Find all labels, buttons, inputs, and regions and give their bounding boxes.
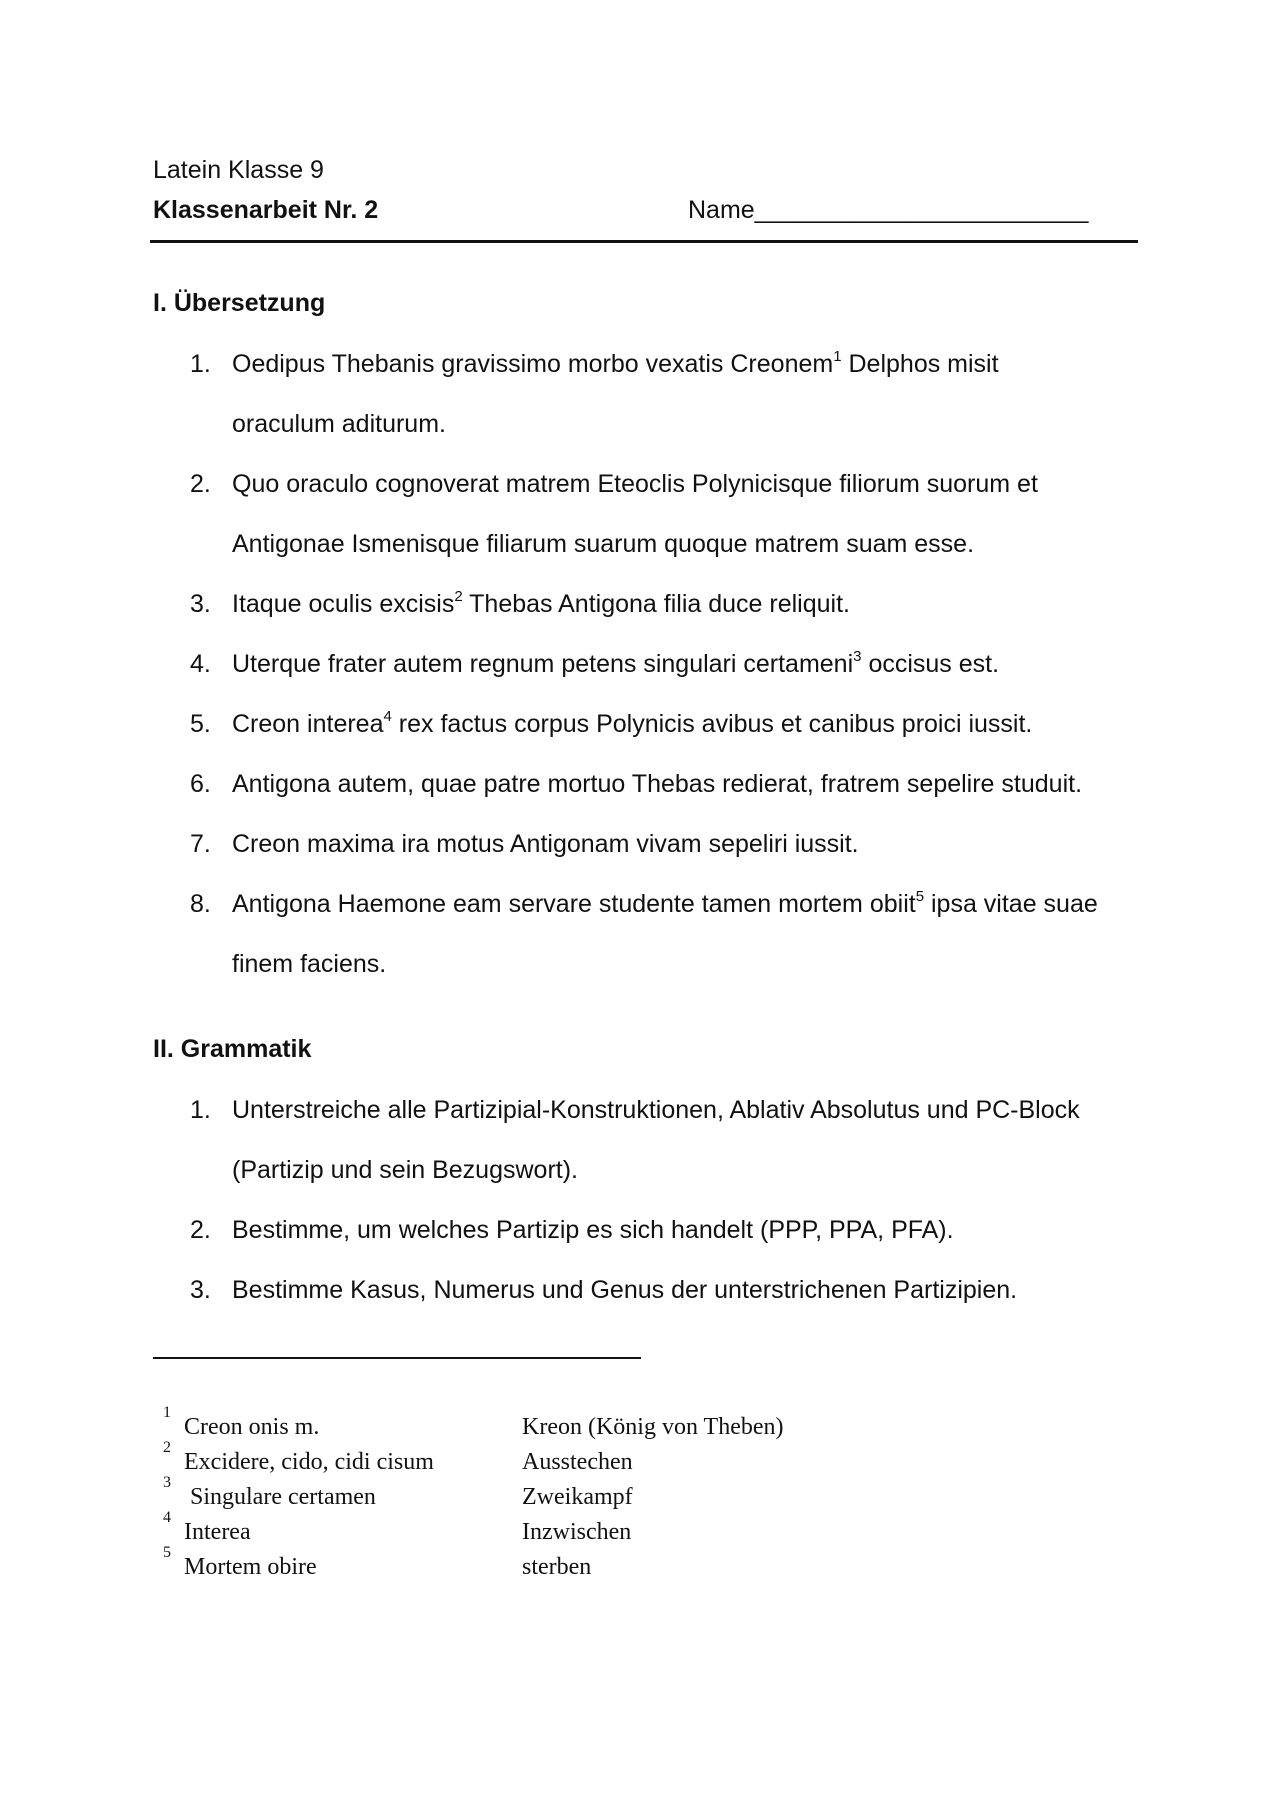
footnote-ref: 3 (853, 648, 862, 665)
item-text: rex factus corpus Polynicis avibus et canibus proici iussit. (391, 710, 1033, 738)
grammar-item (153, 1200, 1143, 1260)
header-divider (150, 240, 1138, 243)
item-text: Delphos misit (841, 350, 999, 378)
translation-item (153, 814, 1143, 874)
footnote-term: Singulare certamen (184, 1484, 376, 1510)
translation-item (153, 334, 1143, 454)
item-text-line2: (Partizip und sein Bezugswort). (232, 1156, 578, 1184)
item-text: Bestimme Kasus, Numerus und Genus der unterstrichenen Partizipien. (232, 1276, 1018, 1304)
item-text: Antigona autem, quae patre mortuo Thebas redierat, fratrem sepelire studuit. (232, 770, 1083, 798)
footnote-term: Interea (184, 1519, 251, 1545)
section-heading-grammar: II. Grammatik (153, 1035, 312, 1063)
item-text: Quo oraculo cognoverat matrem Eteoclis Polynicisque filiorum suorum et (232, 470, 1038, 498)
footnote-number: 3 (163, 1474, 171, 1491)
item-number: 8. (190, 890, 211, 918)
worksheet-header (153, 152, 1138, 232)
item-text: Itaque oculis excisis (232, 590, 455, 618)
footnote-number: 4 (163, 1509, 171, 1526)
item-number: 3. (190, 590, 211, 618)
subject-label: Latein Klasse 9 (153, 156, 324, 184)
item-text: Creon interea (232, 710, 384, 738)
item-text: Creon maxima ira motus Antigonam vivam sepeliri iussit. (232, 830, 859, 858)
translation-item (153, 754, 1143, 814)
item-number: 2. (190, 1216, 211, 1244)
footnote-ref: 2 (454, 588, 463, 605)
grammar-item (153, 1080, 1143, 1200)
item-number: 2. (190, 470, 211, 498)
translation-item (153, 574, 1143, 634)
item-text-line2: Antigonae Ismenisque filiarum suarum quoque matrem suam esse. (232, 530, 975, 558)
footnote-ref: 5 (915, 888, 925, 905)
translation-item (153, 634, 1143, 694)
footnote-definition: Ausstechen (522, 1449, 633, 1475)
translation-item (153, 694, 1143, 754)
item-text: ipsa vitae suae (924, 890, 1098, 918)
item-number: 1. (190, 1096, 211, 1124)
item-number: 4. (190, 650, 211, 678)
item-text: occisus est. (861, 650, 1000, 678)
footnote-number: 2 (163, 1439, 171, 1456)
footnote-definition: Zweikampf (522, 1484, 633, 1510)
footnote-term: Mortem obire (184, 1554, 317, 1580)
item-number: 7. (190, 830, 211, 858)
translation-item (153, 874, 1143, 994)
item-text-line2: finem faciens. (232, 950, 387, 978)
footnote-term: Excidere, cido, cidi cisum (184, 1449, 434, 1475)
header-row (153, 188, 1138, 232)
item-text: Antigona Haemone eam servare studente tamen mortem obiit (232, 890, 916, 918)
name-field: Name________________________ (688, 196, 1089, 224)
item-number: 3. (190, 1276, 211, 1304)
footnote-definition: sterben (522, 1554, 592, 1580)
grammar-item (153, 1260, 1143, 1320)
exam-title: Klassenarbeit Nr. 2 (153, 196, 379, 224)
grammar-list (153, 1080, 1143, 1320)
item-text: Uterque frater autem regnum petens singulari certameni (232, 650, 854, 678)
item-text-line2: oraculum aditurum. (232, 410, 446, 438)
translation-item (153, 454, 1143, 574)
item-text: Unterstreiche alle Partizipial-Konstruktionen, Ablativ Absolutus und PC-Block (232, 1096, 1080, 1124)
item-number: 6. (190, 770, 211, 798)
footnote-number: 1 (163, 1404, 171, 1421)
section-heading-translation: I. Übersetzung (153, 289, 326, 317)
footnote-divider (153, 1357, 641, 1359)
item-text: Bestimme, um welches Partizip es sich handelt (PPP, PPA, PFA). (232, 1216, 954, 1244)
item-number: 1. (190, 350, 211, 378)
footnote-term: Creon onis m. (184, 1414, 320, 1440)
item-text: Thebas Antigona filia duce reliquit. (462, 590, 850, 618)
item-text: Oedipus Thebanis gravissimo morbo vexatis Creonem (232, 350, 834, 378)
footnote-ref: 1 (833, 348, 842, 365)
footnote-definition: Inzwischen (522, 1519, 632, 1545)
footnote-ref: 4 (383, 708, 392, 725)
footnote-definition: Kreon (König von Theben) (522, 1414, 784, 1440)
footnote-number: 5 (163, 1544, 171, 1561)
item-number: 5. (190, 710, 211, 738)
translation-list (153, 334, 1143, 994)
